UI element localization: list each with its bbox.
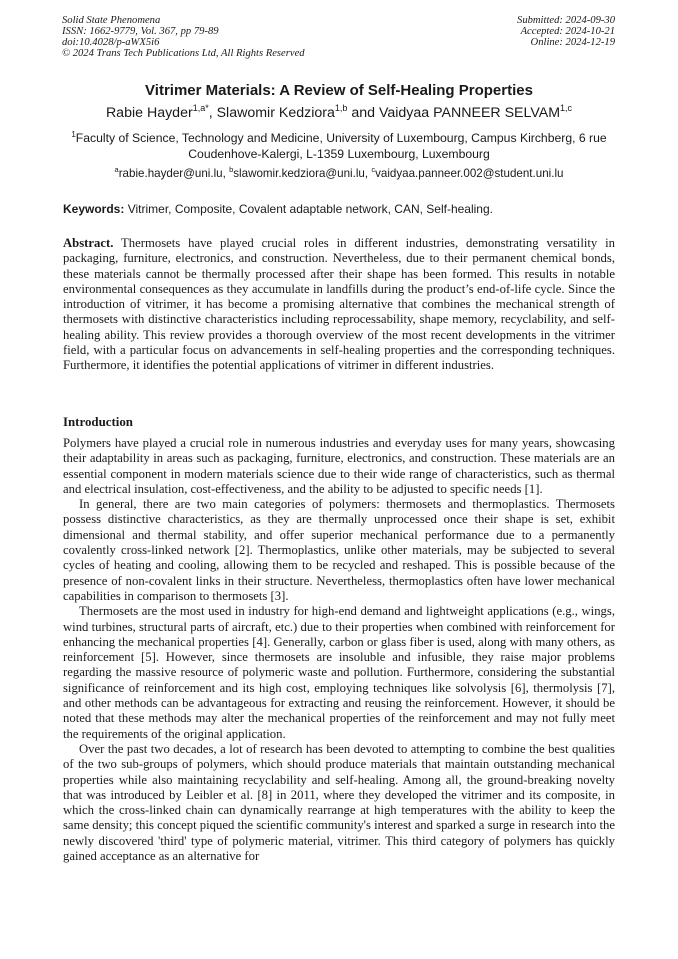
paragraph: In general, there are two main categories of polymers: thermosets and thermoplastics. Thermosets possess distinctive characteristics, as they are thermally unprocessed once their shape is set, exhibit dimensional and thermal stability, and offer superior mechanical performance due to a permanently covalently cross-linked network [2]. Thermoplastics, unlike other materials, may be subjected to several cycles of heating and cooling, allowing them to be recycled and reshaped. This is possible because of the presence of non-covalent links in their structure. Nevertheless, thermoplastics often have lower mechanical capabilities in comparison to thermosets [3]. <box>63 497 615 603</box>
email-link[interactable]: slawomir.kedziora@uni.lu <box>233 167 365 180</box>
journal-copyright: © 2024 Trans Tech Publications Ltd, All Rights Reserved <box>62 48 305 59</box>
author-list <box>0 104 678 122</box>
affiliation <box>62 130 616 162</box>
author-name: Rabie Hayder <box>105 105 193 121</box>
journal-doi[interactable]: doi:10.4028/p-aWX5i6 <box>62 37 160 48</box>
email-link[interactable]: vaidyaa.panneer.002@student.uni.lu <box>375 167 564 180</box>
affiliation-mark: 1 <box>71 130 76 139</box>
author-affiliation-mark: 1,b <box>334 103 348 113</box>
paragraph: Polymers have played a crucial role in numerous industries and everyday uses for many years, showcasing their adaptability in areas such as packaging, furniture, electronics, and construction. These materials are an essential component in modern materials science due to their wide range of characteristics, such as thermal and electrical insulation, cost-effectiveness, and the ability to be adjusted to specific needs [1]. <box>63 436 615 496</box>
author-separator: , <box>208 105 217 121</box>
author-emails <box>0 167 678 181</box>
online-date: Online: 2024-12-19 <box>530 37 615 48</box>
section-heading: Introduction <box>63 415 133 429</box>
author-affiliation-mark: 1,c <box>560 103 573 113</box>
affiliation-text: Faculty of Science, Technology and Medicine, University of Luxembourg, Campus Kirchberg, 6 rue Coudenhove-Kalergi, L-1359 Luxembourg, Luxembourg <box>75 131 607 161</box>
accepted-date: Accepted: 2024-10-21 <box>520 26 615 37</box>
keywords-label: Keywords: <box>63 202 125 216</box>
journal-name: Solid State Phenomena <box>62 15 161 26</box>
abstract-text: Thermosets have played crucial roles in different industries, demonstrating versatility in packaging, furniture, electronics, and construction. Nevertheless, due to their permanent chemical bonds, these materials cannot be thermally processed after their shape has been formed. This results in notable environmental consequences as they accumulate in landfills during the product’s end-of-life cycle. Since the introduction of vitrimer, it has become a promising alternative that combines the mechanical strength of thermosets with distinctive characteristics including reprocessability, shape memory, recyclability, and self-healing ability. This review provides a thorough overview of the most recent developments in the vitrimer field, with a particular focus on advancements in self-healing properties and the corresponding techniques. Furthermore, it identifies the potential applications of vitrimer in different industries. <box>63 236 615 373</box>
email-separator: , <box>364 167 372 180</box>
abstract-label: Abstract. <box>63 236 114 250</box>
abstract <box>63 236 615 374</box>
publication-dates <box>517 15 615 48</box>
journal-info <box>62 15 305 59</box>
author-name: Slawomir Kedziora <box>216 105 335 121</box>
introduction-body <box>63 436 615 864</box>
email-link[interactable]: rabie.hayder@uni.lu <box>118 167 223 180</box>
paragraph: Over the past two decades, a lot of research has been devoted to attempting to combine the best qualities of the two sub-groups of polymers, which should produce materials that maintain outstanding mechanical properties while also maintaining recyclability and self-healing. Among all, the ground-breaking novelty that was introduced by Leibler et al. [8] in 2011, where they developed the vitrimer and its composite, in which the cross-linked chain can dynamically rearrange at high temperatures with the ability to keep the same density; this concept piqued the scientific community's interest and sparked a surge in research into the newly discovered 'third' type of polymeric material, vitrimer. This third category of polymers has quickly gained acceptance as an alternative for <box>63 741 615 864</box>
journal-issn: ISSN: 1662-9779, Vol. 367, pp 79-89 <box>62 26 219 37</box>
paper-title: Vitrimer Materials: A Review of Self-Healing Properties <box>145 82 533 99</box>
submitted-date: Submitted: 2024-09-30 <box>517 15 615 26</box>
keywords <box>63 202 615 216</box>
author-affiliation-mark: 1,a* <box>192 103 209 113</box>
paragraph: Thermosets are the most used in industry for high-end demand and lightweight applications (e.g., wings, wind turbines, structural parts of aircraft, etc.) due to their properties when combined with reinforcement for enhancing the mechanical properties [4]. Generally, carbon or glass fiber is used, along with many others, as reinforcement [5]. However, since thermosets are insoluble and infusible, they raise major problems regarding the massive resource of polymeric waste and pollution. Furthermore, considering the substantial significance of reinforcement and its high cost, employing techniques like solvolysis [6], thermolysis [7], and other methods can be advantageous for extracting and reusing the reinforcement. However, it should be noted that these methods may alter the mechanical properties of the reinforcement and may not fully meet the requirements of the original application. <box>63 604 615 741</box>
author-separator: and <box>347 105 379 121</box>
email-mark: b <box>229 165 234 174</box>
email-separator: , <box>222 167 230 180</box>
email-mark: c <box>371 165 376 174</box>
email-mark: a <box>114 165 119 174</box>
keywords-text: Vitrimer, Composite, Covalent adaptable network, CAN, Self-healing. <box>124 202 493 216</box>
author-name: Vaidyaa PANNEER SELVAM <box>378 105 561 121</box>
